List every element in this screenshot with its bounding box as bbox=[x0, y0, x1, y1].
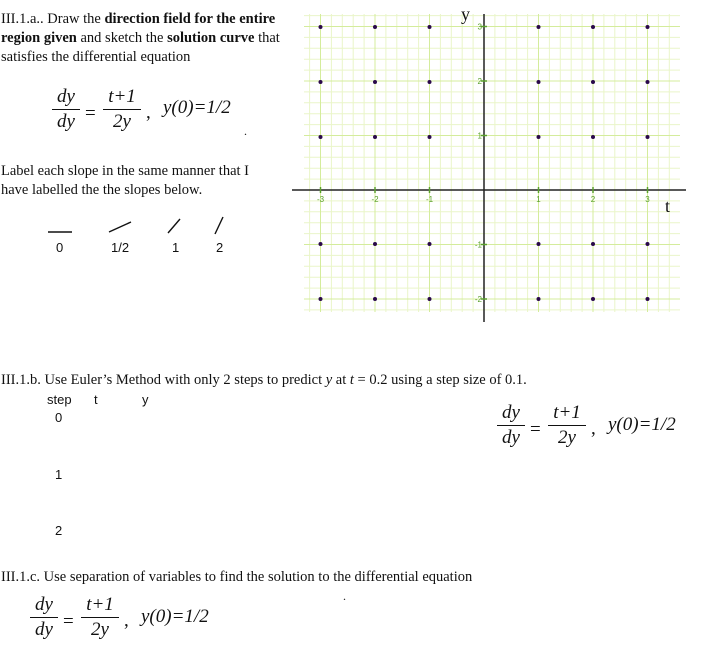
field-dot bbox=[428, 297, 432, 301]
field-dot bbox=[428, 80, 432, 84]
field-dot bbox=[428, 135, 432, 139]
direction-field-graph bbox=[0, 0, 716, 330]
equation-a-lhs-den: dy bbox=[57, 111, 75, 132]
field-dot bbox=[373, 135, 377, 139]
equation-c-comma: , bbox=[124, 610, 129, 631]
x-tick-label: -2 bbox=[371, 195, 379, 204]
equation-b-rhs bbox=[548, 402, 586, 449]
part-b-suffix: = 0.2 using a step size of 0.1. bbox=[353, 372, 527, 388]
field-dot bbox=[428, 242, 432, 246]
fraction-bar bbox=[548, 425, 586, 426]
field-dot bbox=[537, 242, 541, 246]
slope-label-0: 0 bbox=[56, 240, 64, 255]
field-dot bbox=[646, 80, 650, 84]
x-tick-label: 1 bbox=[536, 195, 541, 204]
equation-c-equals: = bbox=[63, 611, 74, 632]
stray-dot: . bbox=[244, 124, 247, 138]
y-tick-label: 3 bbox=[477, 22, 482, 32]
part-a-prefix: III.1.a.. Draw the bbox=[1, 11, 105, 27]
field-dot bbox=[646, 25, 650, 29]
field-dot bbox=[646, 297, 650, 301]
field-dot bbox=[646, 135, 650, 139]
equation-c-rhs bbox=[81, 594, 119, 641]
x-tick-label: 2 bbox=[590, 195, 596, 204]
t-axis-label: t bbox=[665, 196, 671, 216]
part-b-at: at bbox=[332, 372, 350, 388]
equation-a-lhs-num: dy bbox=[57, 86, 75, 107]
field-dot bbox=[319, 242, 323, 246]
part-c-prompt: III.1.c. Use separation of variables to find the solution to the differential equation bbox=[1, 569, 473, 585]
slope-label-1: 1 bbox=[172, 240, 180, 255]
y-tick-label: 2 bbox=[477, 77, 482, 86]
table-row-step-0: 0 bbox=[55, 410, 63, 425]
field-dot bbox=[646, 242, 650, 246]
label-instructions-line1: Label each slope in the same manner that I bbox=[1, 163, 250, 179]
equation-b-condition: y(0)=1/2 bbox=[608, 414, 676, 435]
equation-c-lhs-num: dy bbox=[35, 594, 53, 615]
field-dot bbox=[591, 135, 595, 139]
field-dot bbox=[591, 25, 595, 29]
table-header-t: t bbox=[94, 392, 98, 407]
field-dot bbox=[537, 297, 541, 301]
field-dot bbox=[591, 297, 595, 301]
fraction-bar bbox=[497, 425, 525, 426]
part-b-var-t: t bbox=[349, 372, 354, 388]
part-b-prefix: III.1.b. Use Euler’s Method with only 2 steps to predict bbox=[1, 372, 326, 388]
part-b-var-y: y bbox=[325, 372, 333, 388]
fraction-bar bbox=[81, 617, 119, 618]
field-dot bbox=[537, 80, 541, 84]
equation-a-equals: = bbox=[85, 103, 96, 124]
equation-a-condition: y(0)=1/2 bbox=[163, 97, 231, 118]
part-a-suffix: that satisfies the differential equation bbox=[1, 30, 280, 65]
field-dot bbox=[373, 25, 377, 29]
part-a-mid: and sketch the bbox=[76, 30, 168, 46]
x-tick-label: -3 bbox=[316, 195, 325, 204]
table-row-step-1: 1 bbox=[55, 467, 63, 482]
equation-b-lhs bbox=[497, 402, 525, 449]
label-instructions-line2: have labelled the the slopes below. bbox=[1, 182, 203, 198]
slope-label-half: 1/2 bbox=[111, 240, 130, 255]
table-header-step: step bbox=[47, 392, 72, 407]
fraction-bar bbox=[30, 617, 58, 618]
equation-a-rhs-den: 2y bbox=[113, 111, 131, 132]
y-tick-label: -2 bbox=[474, 295, 482, 304]
part-a-bold-solution-curve: solution curve bbox=[167, 30, 255, 46]
equation-b-rhs-den: 2y bbox=[558, 427, 576, 448]
field-dot bbox=[373, 297, 377, 301]
field-dot bbox=[373, 242, 377, 246]
graph-svg bbox=[0, 0, 716, 330]
stray-dot-c: . bbox=[343, 589, 346, 603]
equation-b-lhs-num: dy bbox=[502, 402, 520, 423]
part-a-bold-direction-field: direction field for the entire region given bbox=[1, 11, 276, 46]
field-dot bbox=[591, 242, 595, 246]
y-axis-label: y bbox=[461, 4, 470, 24]
equation-a-rhs-num: t+1 bbox=[108, 86, 136, 107]
field-dot bbox=[319, 135, 323, 139]
y-tick-label: 1 bbox=[477, 131, 482, 141]
slope-label-2: 2 bbox=[216, 240, 224, 255]
equation-b-lhs-den: dy bbox=[502, 427, 520, 448]
equation-c-rhs-num: t+1 bbox=[86, 594, 114, 615]
table-header-y: y bbox=[142, 392, 149, 407]
equation-c-lhs bbox=[30, 594, 58, 641]
field-dot bbox=[319, 80, 323, 84]
field-dot bbox=[428, 25, 432, 29]
field-dot bbox=[373, 80, 377, 84]
equation-a-comma: , bbox=[146, 102, 151, 123]
x-tick-label: 3 bbox=[645, 195, 650, 204]
table-row-step-2: 2 bbox=[55, 523, 63, 538]
equation-b-equals: = bbox=[530, 419, 541, 440]
field-dot bbox=[319, 25, 323, 29]
field-dot bbox=[319, 297, 323, 301]
equation-c-rhs-den: 2y bbox=[91, 619, 109, 640]
field-dot bbox=[591, 80, 595, 84]
y-tick-label: -1 bbox=[474, 240, 482, 250]
equation-b-comma: , bbox=[591, 418, 596, 439]
field-dot bbox=[537, 135, 541, 139]
equation-c-lhs-den: dy bbox=[35, 619, 53, 640]
equation-c-condition: y(0)=1/2 bbox=[141, 606, 209, 627]
x-tick-label: -1 bbox=[425, 195, 434, 204]
field-dot bbox=[537, 25, 541, 29]
equation-b-rhs-num: t+1 bbox=[553, 402, 581, 423]
part-b-prompt bbox=[1, 371, 701, 390]
